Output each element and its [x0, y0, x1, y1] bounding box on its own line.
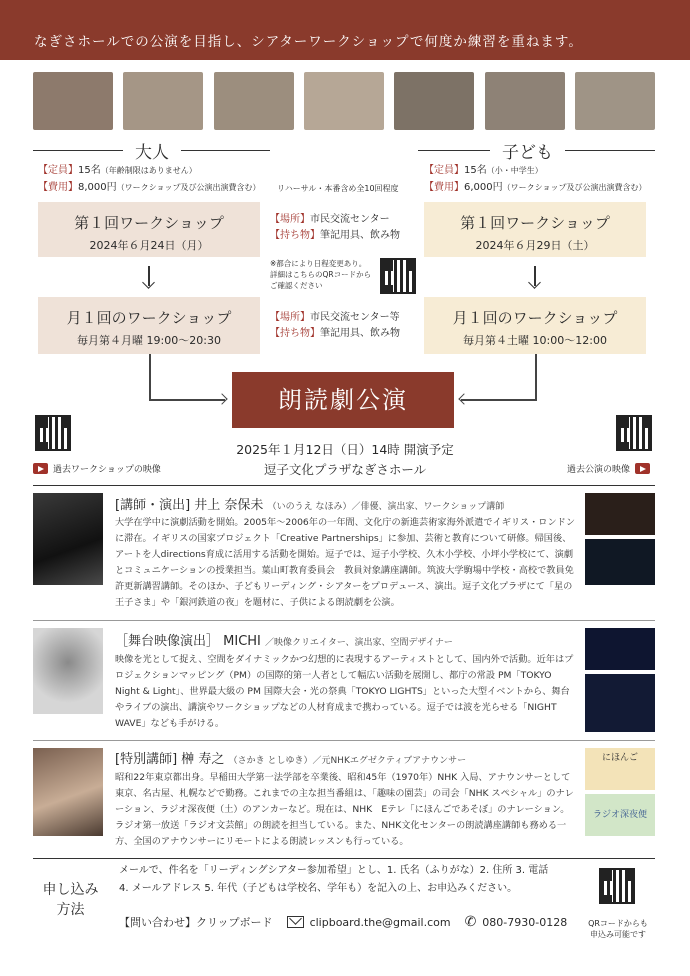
place-bring-1: 【場所】市民交流センター 【持ち物】筆記用具、飲み物 [270, 214, 400, 241]
banner-text: なぎさホールでの公演を目指し、シアターワークショップで何度か練習を重ねます。 [34, 34, 583, 50]
instructor-1-bio: 大学在学中に演劇活動を開始。2005年～2006年の一年間、文化庁の新進芸術家海外派遣でイギリス・ロンドンに滞在。イギリスの国家プロジェクト「Creative Partnerships」に参加、芸術と教育について研修。帰国後、アートを人directions育成に活用する活動を開始。逗子では、逗子小学校、久木小学校、小坪小学校にて、演劇とコミュニケーションの授業担当。葉山町教育委員会 教員対象講座講師。筑波大学駒場中学校・高校で教員免許更新講習講師。そのほか、子どもリーディング・シアターをプロデュース、演出。逗子文化プラザにて「星の王子さま」や「銀河鉄道の夜」を題材に、子供による朗読劇を公演。 [115, 517, 576, 608]
child-monthly-workshop [424, 297, 646, 354]
adult-flow-line-h [149, 399, 225, 401]
divider-bottom [33, 858, 655, 859]
adult-flow-arrowhead [216, 393, 227, 404]
child-info: 【定員】15名（小・中学生） 【費用】6,000円（ワークショップ及び公演出演費含む） [424, 165, 647, 193]
past-workshop-qr-code[interactable] [35, 415, 71, 451]
child-first-workshop [424, 202, 646, 257]
performance-title: 朗読劇公演 [232, 372, 454, 428]
contact-label: 【問い合わせ】クリップボード [119, 916, 273, 929]
apply-section [33, 862, 655, 942]
adult-info: 【定員】15名（年齢制限はありません） 【費用】8,000円（ワークショップ及び公演出演費含む） [38, 165, 261, 193]
photo-strip [33, 72, 655, 130]
phone-icon: ✆ [464, 914, 477, 930]
child-flow-line-h [461, 399, 537, 401]
child-first-title: 第１回ワークショップ [460, 214, 610, 232]
contact-row [119, 914, 579, 930]
video-play-icon [635, 463, 650, 474]
apply-qr-code[interactable] [599, 868, 635, 904]
performance-date: 2025年１月12日（日）14時 開演予定 [236, 442, 454, 457]
nihongo-asobo-logo: にほんご [585, 748, 655, 790]
workshop-photo-4 [304, 72, 384, 130]
workshop-photo-1 [33, 72, 113, 130]
radio-shinyabin-logo: ラジオ深夜便 [585, 794, 655, 836]
schedule-change-note: ※都合により日程変更あり。 詳細はこちらのQRコードから ご確認ください [270, 259, 372, 290]
divider-top [33, 485, 655, 486]
adult-first-workshop [38, 202, 260, 257]
child-heading-text: 子ども [502, 143, 553, 163]
place-bring-2: 【場所】市民交流センター等 【持ち物】筆記用具、飲み物 [270, 312, 400, 339]
adult-first-date: 2024年６月24日（月） [89, 239, 209, 252]
child-first-date: 2024年６月29日（土） [475, 239, 595, 252]
divider-1 [33, 620, 655, 621]
instructor-michi-photo [33, 628, 103, 714]
child-heading [418, 138, 655, 163]
adult-first-title: 第１回ワークショップ [74, 214, 224, 232]
phone-link[interactable]: ✆ 080-7930-0128 [464, 914, 568, 930]
apply-instructions: メールで、件名を「リーディングシアター参加希望」とし、1. 氏名（ふりがな）2. 住所 3. 電話 4. メールアドレス 5. 年代（子どもは学校名、学年も）を記入の上、お申込みください。 [119, 865, 549, 894]
instructor-1-heading: [講師・演出] 井上 奈保未 （いのうえ なほみ）／俳優、演出家、ワークショップ講師 [115, 498, 505, 513]
video-play-icon [33, 463, 48, 474]
child-monthly-title: 月１回のワークショップ [452, 309, 618, 327]
workshop-photo-5 [394, 72, 474, 130]
instructor-2-heading: ［舞台映像演出］ MICHI ／映像クリエイター、演出家、空間デザイナー [115, 634, 453, 649]
past-performance-qr-code[interactable] [616, 415, 652, 451]
instructor-sakaki-photo [33, 748, 103, 836]
instructor-2-bio: 映像を光として捉え、空間をダイナミックかつ幻想的に表現するアーティストとして、国内外で活動。近年はプロジェクションマッピング（PM）の国際的第一人者として幅広い活動を展開し、都庁の常設 PM「TOKYO Night & Light」、世界最大級の PM 国際大会・光の祭典「TOKYO LIGHTS」といった大型イベントから、舞台やライブの演出、講演やワークショップなどの人材育成まで携わっている。逗子では波を光らせる「NIGHT WAVE」なども手がける。 [115, 654, 574, 729]
workshop-photo-6 [485, 72, 565, 130]
divider-2 [33, 740, 655, 741]
child-flow-arrowhead [458, 393, 469, 404]
adult-heading-text: 大人 [135, 143, 169, 163]
adult-monthly-title: 月１回のワークショップ [66, 309, 232, 327]
projection-photo-2 [585, 674, 655, 732]
child-flow-line [535, 354, 537, 400]
rehearsal-note: リハーサル・本番含め全10回程度 [277, 184, 399, 193]
instructor-3-heading: [特別講師] 榊 寿之 （さかき としゆき）／元NHKエグゼクティブアナウンサー [115, 752, 467, 767]
apply-qr-note: QRコードからも 申込み可能です [588, 919, 648, 939]
adult-monthly-workshop [38, 297, 260, 354]
adult-flow-line [149, 354, 151, 400]
apply-label: 申し込み 方法 [42, 882, 99, 918]
email-link[interactable]: clipboard.the@gmail.com [287, 916, 451, 929]
adult-heading [33, 138, 270, 163]
past-workshop-video-link[interactable]: 過去ワークショップの映像 [33, 462, 161, 475]
workshop-photo-2 [123, 72, 203, 130]
workshop-photo-3 [214, 72, 294, 130]
projection-photo-1 [585, 628, 655, 670]
adult-arrow-down [142, 266, 156, 288]
performance-photo-1 [585, 493, 655, 535]
schedule-qr-code[interactable] [380, 258, 416, 294]
adult-monthly-schedule: 毎月第４月曜 19:00～20:30 [77, 334, 221, 347]
instructor-3-bio: 昭和22年東京都出身。早稲田大学第一法学部を卒業後、昭和45年（1970年）NHK 入局、アナウンサーとして東京、名古屋、札幌などで勤務。これまでの主な担当番組は、「趣味の園芸」の司会「NHK スペシャル」のナレーション、ラジオ深夜便（土）のアンカーなど。現在は、NHK Eテレ「にほんごであそぼ」のナレーション。ラジオ第一放送「ラジオ文芸館」の朗読を担当している。また、NHK文化センターの朗読講座講師も務める一方、全国のアナウンサーにリモートによる朗読レッスンも行っている。 [115, 772, 574, 847]
performance-venue: 逗子文化プラザなぎさホール [263, 462, 427, 477]
mail-icon [287, 916, 304, 928]
child-monthly-schedule: 毎月第４土曜 10:00～12:00 [463, 334, 607, 347]
top-banner [0, 0, 690, 60]
instructor-inoue-photo [33, 493, 103, 585]
child-arrow-down [528, 266, 542, 288]
past-performance-video-link[interactable]: 過去公演の映像 [567, 462, 650, 475]
performance-photo-2 [585, 539, 655, 585]
performance-details [200, 440, 490, 480]
workshop-photo-7 [575, 72, 655, 130]
